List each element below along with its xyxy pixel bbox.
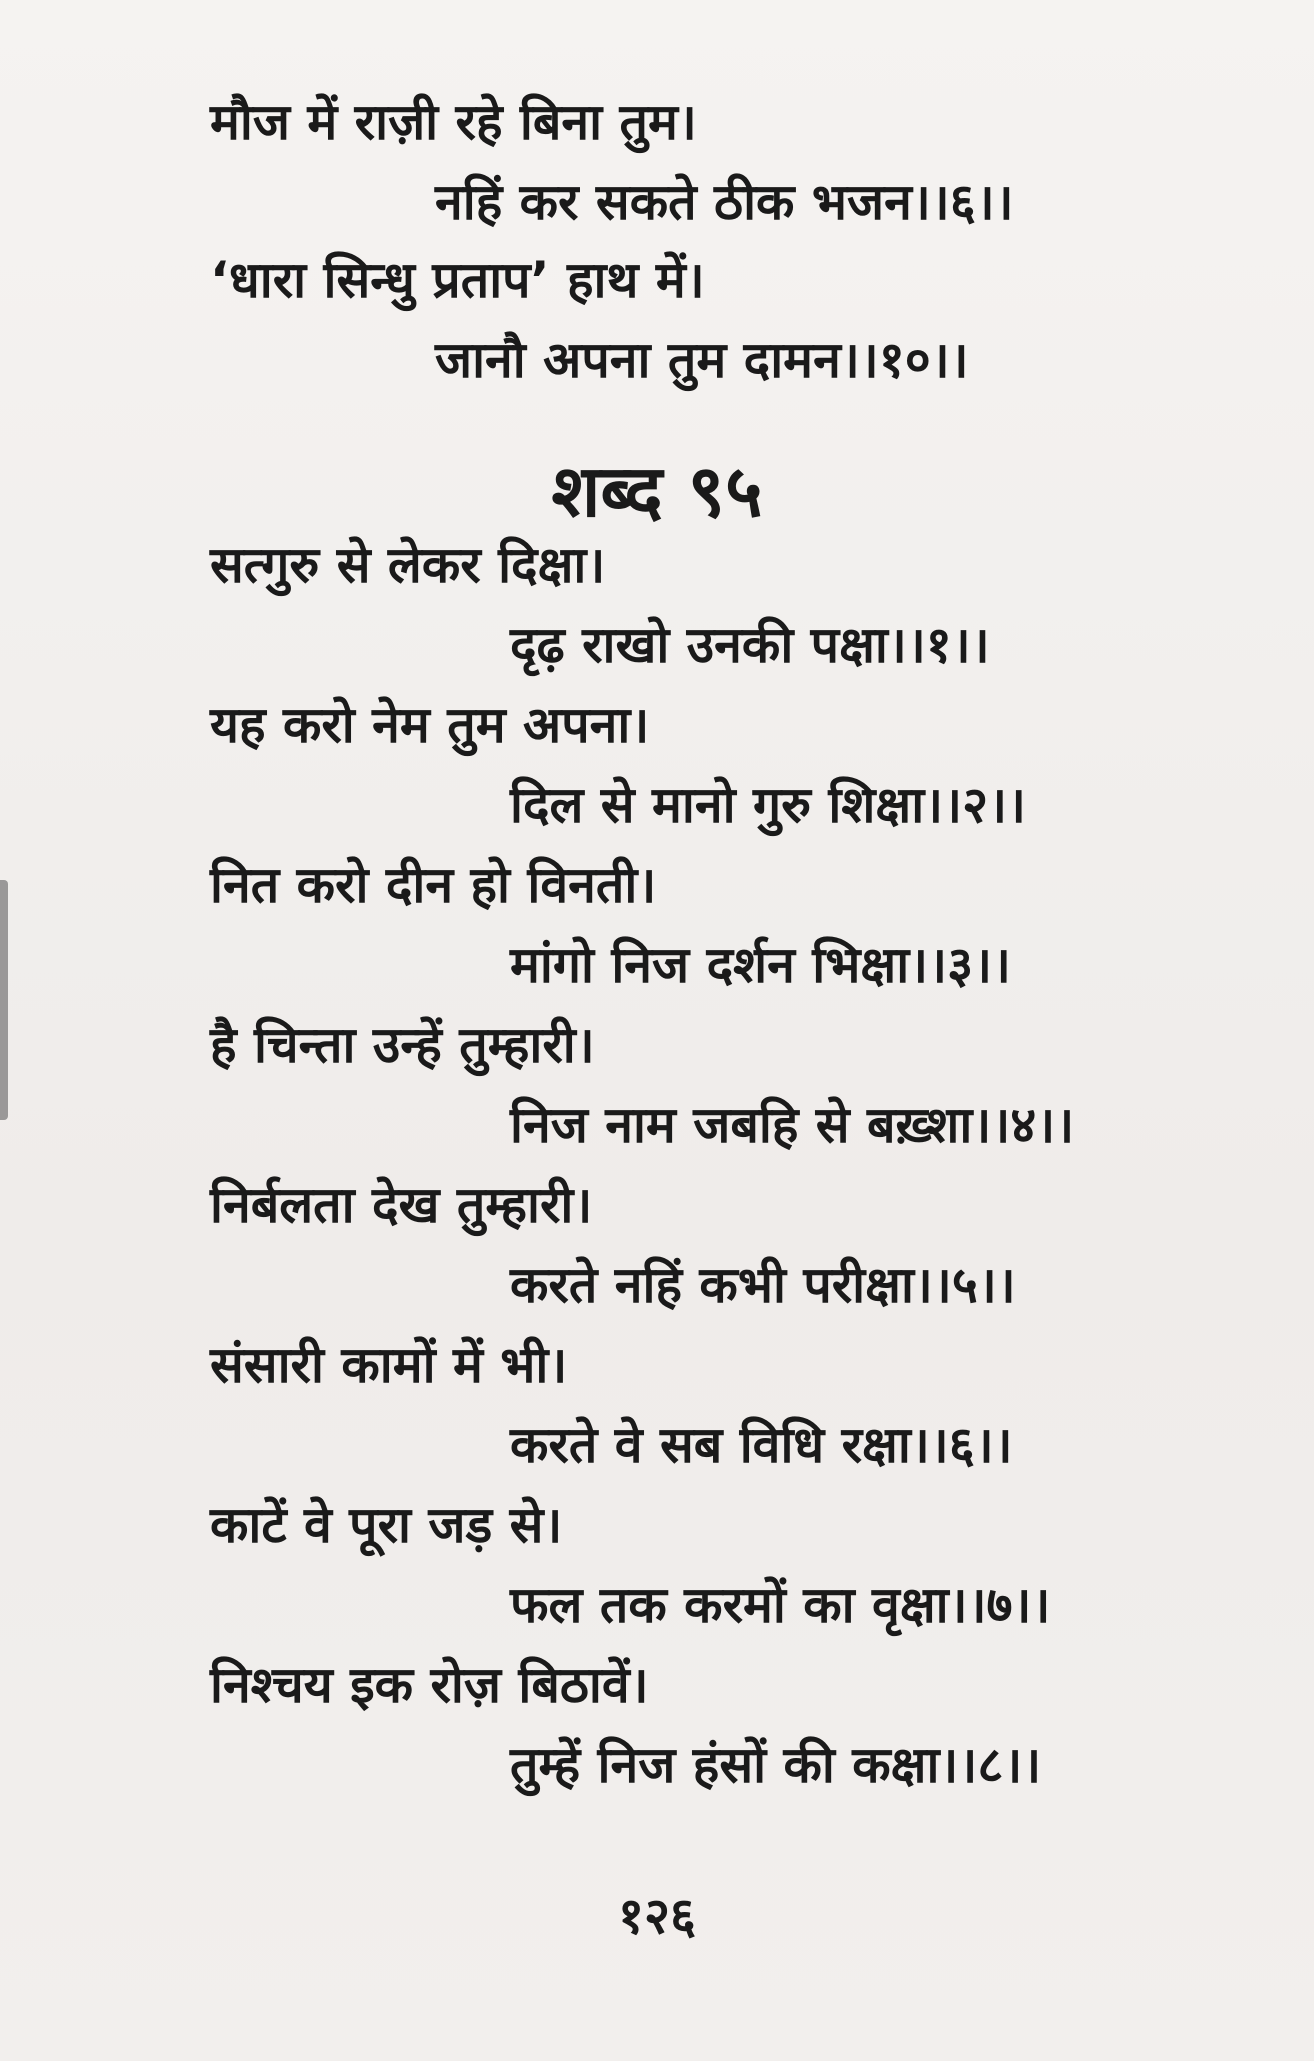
- verse-line-3: यह करो नेम तुम अपना।: [210, 696, 650, 754]
- verse-line-2: दृढ़ राखो उनकी पक्षा।।१।।: [510, 616, 990, 674]
- verse-line-12: करते वे सब विधि रक्षा।।६।।: [510, 1416, 1013, 1474]
- verse-line-4: दिल से मानो गुरु शिक्षा।।२।।: [510, 776, 1026, 834]
- prev-verse-line-4: जानौ अपना तुम दामन।।१०।।: [435, 331, 969, 389]
- page-number: १२६: [618, 1887, 696, 1945]
- verse-line-9: निर्बलता देख तुम्हारी।: [210, 1176, 593, 1234]
- page-edge-shadow: [0, 880, 8, 1120]
- verse-line-5: नित करो दीन हो विनती।: [210, 856, 657, 914]
- prev-verse-line-1: मौज में राज़ी रहे बिना तुम।: [210, 93, 697, 151]
- prev-verse-line-3: ‘धारा सिन्धु प्रताप’ हाथ में।: [210, 251, 705, 309]
- verse-line-13: काटें वे पूरा जड़ से।: [210, 1496, 563, 1554]
- section-heading: शब्द ९५: [551, 449, 763, 533]
- verse-line-15: निश्चय इक रोज़ बिठावें।: [210, 1656, 649, 1714]
- verse-line-7: है चिन्ता उन्हें तुम्हारी।: [210, 1016, 595, 1074]
- verse-line-10: करते नहिं कभी परीक्षा।।५।।: [510, 1256, 1016, 1314]
- verse-line-14: फल तक करमों का वृक्षा।।७।।: [510, 1576, 1051, 1634]
- verse-line-1: सत्गुरु से लेकर दिक्षा।: [210, 536, 606, 594]
- verse-line-8: निज नाम जबहि से बख़्शा।।४।।: [510, 1096, 1075, 1154]
- prev-verse-line-2: नहिं कर सकते ठीक भजन।।६।।: [435, 173, 1014, 231]
- verse-line-6: मांगो निज दर्शन भिक्षा।।३।।: [510, 936, 1011, 994]
- verse-line-16: तुम्हें निज हंसों की कक्षा।।८।।: [510, 1736, 1042, 1794]
- verse-line-11: संसारी कामों में भी।: [210, 1336, 568, 1394]
